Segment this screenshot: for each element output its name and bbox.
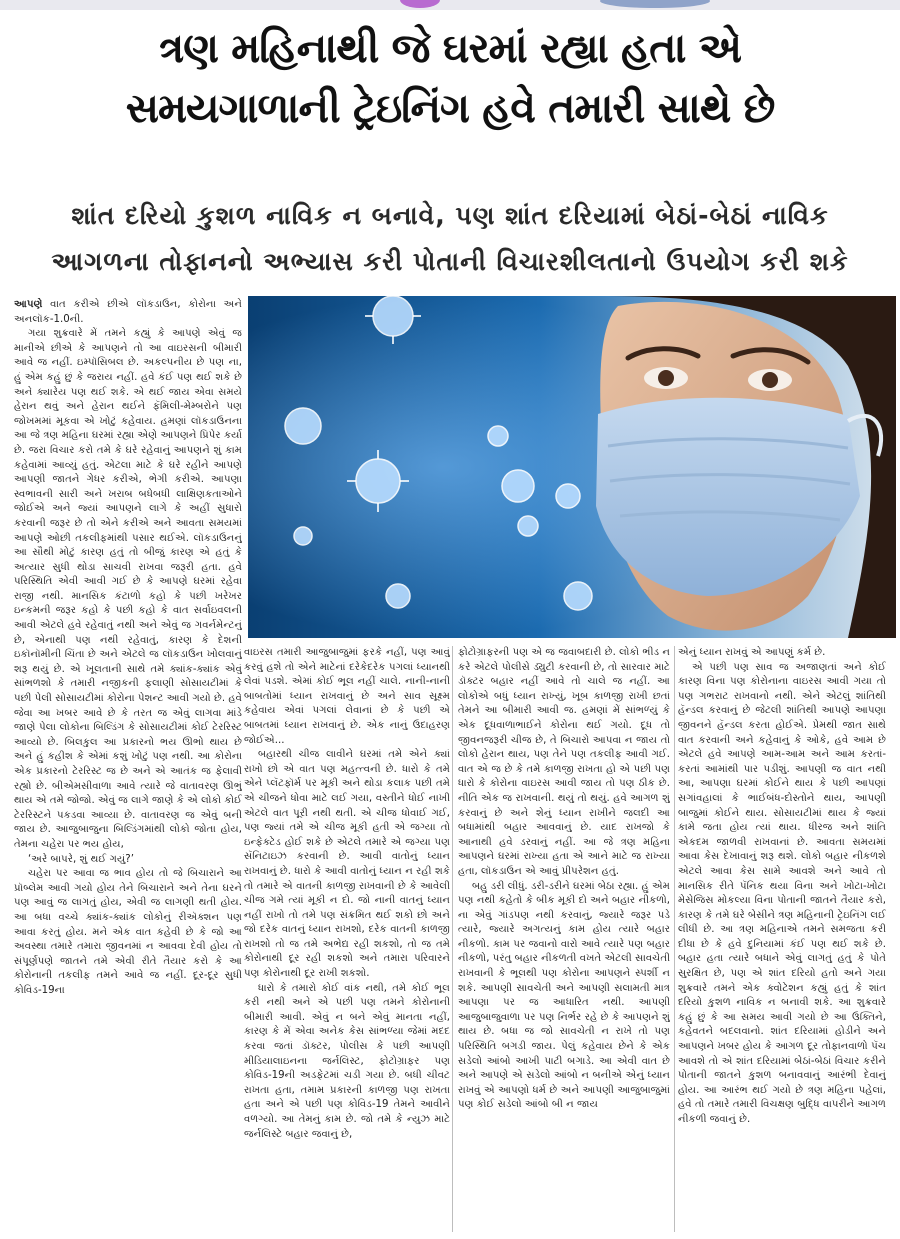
column-divider	[674, 646, 675, 1232]
paragraph: ચહેરા પર આવા જ ભાવ હોય તો જે બિચારાને આ પ્રૉબ્લેમ આવી ગયો હોય તેને બિચારાને અને તેના ઘરને પણ આવું જ લાગતું હોય, એવી જ લાગણી થતી હોય. આ બધા વચ્ચે ક્યાંક-ક્યાંક લોકોનું રીઍક્શન પણ આવા કરતું હોય. મને એક વાત કહેવી છે કે જો આ અવસ્થા તમારે તમારા જીવનમાં ન આવવા દેવી હોય તો સંપૂર્ણપણે જાતને તમે એવી રીતે તૈયાર કરો કે આ કોરોનાની તકલીફ તમને આવે જ નહીં. દૂર-દૂર સુધી કોવિડ-19ના	[14, 868, 242, 996]
headline-line-1: ત્રણ મહિનાથી જે ઘરમાં રહ્યા હતા એ	[159, 24, 741, 72]
article-column-4	[678, 646, 886, 1234]
masked-woman-illustration	[248, 296, 896, 638]
headline	[14, 18, 886, 138]
paragraph: એનું ધ્યાન રાખવું એ આપણું કર્મ છે.	[678, 647, 826, 658]
article-column-2	[244, 646, 450, 1234]
article-column-3	[458, 646, 670, 1234]
subheadline-line-1: શાંત દરિયો કુશળ નાવિક ન બનાવે, પણ શાંત દરિયામાં બેઠાં-બેઠાં નાવિક	[71, 201, 829, 230]
paragraph: વાઇરસ તમારી આજુબાજુમાં ફરકે નહીં, પણ આવું કરવું હશે તો એને માટેનાં દરેકેદરેક પગલાં ધ્યાનથી લેવાં પડશે. એમાં કોઈ ભૂલ નહીં ચાલે. નાની-નાની બાબતોમાં ધ્યાન રાખવાનું છે અને સાવ સૂક્ષ્મ કહેવાય એવાં પગલાં લેવાનાં છે કે પછી એ બાબતમાં ધ્યાન રાખવાનું છે. એક નાનું ઉદાહરણ જોઈએ...	[244, 647, 450, 746]
column-divider	[452, 646, 453, 1232]
article-column-1	[14, 298, 242, 1233]
top-strip	[0, 0, 900, 10]
paragraph: ફોટોગ્રાફરની પણ એ જ જવાબદારી છે. લોકો ભીડ ન કરે એટલે પોલીસે ડ્યુટી કરવાની છે, તો સારવાર માટે ડૉક્ટર બહાર નહીં આવે તો ચાલે જ નહીં. આ લોકોએ બધું ધ્યાન રાખ્યું, ખૂબ કાળજી રાખી છતાં તેમને આ બીમારી આવી જ. હમણાં મેં સાંભળ્યું કે એક દૂધવાળાભાઈને કોરોના થઈ ગયો. દૂધ તો જીવનજરૂરી ચીજ છે, તે બિચારો આપવા ન જાય તો લોકો હેરાન થાય, પણ તેને પણ તકલીફ આવી ગઈ. વાત એ જ છે કે તમે કાળજી રાખતા હો એ પછી પણ ધારો કે કોરોના વાઇરસ આવી જાય તો પણ ઠીક છે. નીતિ એક જ રાખવાની. થયું તો થયું. હવે આગળ શું કરવાનું છે અને શેનું ધ્યાન રાખીને જલદી આ બધામાંથી બહાર આવવાનું છે. યાદ રાખજો કે આનાથી હવે ડરવાનું નહીં. આ જે ત્રણ મહિના આપણને ઘરમાં રાખ્યા હતા એ આને માટે જ રાખ્યા હતા, લૉકડાઉન એ આવું પ્રીપરેશન હતું.	[458, 647, 670, 877]
paragraph: એ પછી પણ સાવ જ અજાણતાં અને કોઈ કારણ વિના પણ કોરોનાના વાઇરસ આવી ગયા તો પણ ગભરાટ રાખવાનો નથી. એને એટલું શાંતિથી હૅન્ડલ કરવાનું છે જેટલી શાંતિથી આપણે આપણા જીવનને હૅન્ડલ કરતા હોઈએ. પ્રેમથી જાત સાથે વાત કરવાની અને કહેવાનું કે ઓકે, હવે આમ છે એટલે હવે આપણે આમ-આમ અને આમ કરતાં-કરતાં આમાંથી પાર પડીશું. આપણી જ વાત નથી આ, આપણા ઘરમાં કોઈને થાય કે પછી આપણાં સગાંવહાલાં કે ભાઈબંધ-દોસ્તોને થાય, આપણી બાજુમાં કોઈને થાય. સોસાયટીમાં થાય કે જ્યાં કામે જતા હોય ત્યાં થાય. ધીરજ અને શાંતિ એકદમ જાળવી રાખવાનાં છે. આવતા સમયમાં આવા કેસ દેખાવાનું શરૂ થશે. લોકો બહાર નીકળશે એટલે આવા કેસ સામે આવશે અને આવે તો માનસિક રીતે પૅનિક થયા વિના અને ખોટા-ખોટા મેસેજિસ મોકલ્યા વિના પોતાની જાતને તૈયાર કરો, કારણ કે તમે ઘરે બેસીને ત્રણ મહિનાની ટ્રેઇનિંગ લઈ લીધી છે. આ ત્રણ મહિનાએ તમને સમજતા કરી દીધા છે કે હવે દુનિયામાં કંઈ પણ થઈ શકે છે. બહાર હતા ત્યારે બધાને એવું લાગતું હતું કે પોતે સુરક્ષિત છે, પણ એ શાંત દરિયો હતો અને ગયા શુક્રવારે તમને એક ક્વોટેશન કહ્યું હતું કે શાંત દરિયો કુશળ નાવિક ન બનાવી શકે. આ શુક્રવારે કહું છું કે આ સમય આવી ગયો છે આ ઉક્તિને, કહેવતને બદલવાનો. શાંત દરિયામાં હોડીને અને આપણને ખબર હોય કે આગળ દૂર તોફાનવાળો પૅચ આવશે તો એ શાંત દરિયામાં બેઠાં-બેઠાં વિચાર કરીને પોતાની જાતને કુશળ બનાવવાનું આરંભી દેવાનું હોય. આ આરંભ થઈ ગયો છે ત્રણ મહિના પહેલાં, હવે તો તમારે તમારી વિચક્ષણ બુદ્ધિ વાપરીને આગળ નીકળી જવાનું છે.	[678, 661, 886, 1125]
subheadline	[14, 193, 886, 285]
paragraph: ધારો કે તમારો કોઈ વાંક નથી, તમે કોઈ ભૂલ કરી નથી અને એ પછી પણ તમને કોરોનાની બીમારી આવી. એવું ન બને એવું માનતા નહીં, કારણ કે મેં એવા અનેક કેસ સાંભળ્યા જેમાં મદદ કરવા જતાં ડૉક્ટર, પોલીસ કે પછી આપણી મીડિયાલાઇનના જર્નલિસ્ટ, ફોટોગ્રાફર પણ કોવિડ-19ની અડફેટમાં ચડી ગયા છે. બધી ચીવટ રાખતા હતા, તમામ પ્રકારની કાળજી પણ રાખતા હતા અને એ પછી પણ કોવિડ-19 તેમને આવીને વળગ્યો. આ તેમનું કામ છે. જો તમે કે ન્યુઝ માટે જર્નલિસ્ટે બહાર જવાનું છે,	[244, 982, 450, 1140]
paragraph: ગયા શુક્રવારે મેં તમને કહ્યું કે આપણે એવું જ માનીએ છીએ કે આપણને તો આ વાઇરસની બીમારી આવે જ નહીં. ઇમ્પૉસિબલ છે. અકલ્પનીય છે પણ ના, હું એમ કહું છું કે જરાય નહીં. હવે કંઈ પણ થઈ શકે છે અને ક્યારેય પણ થઈ શકે. એ થઈ જાય એવા સમયે હેરાન થવું અને હેરાન થઈને ફૅમિલી-મેમ્બરોને પણ જોખમમાં મૂકવા એ ખોટું કહેવાય. હમણાં લૉકડાઉનના આ જે ત્રણ મહિના ઘરમાં રહ્યા એણે આપણને પ્રિપેર કર્યા છે. જરા વિચાર કરો તમે કે ઘરે રહેવાનું આપણને શું કામ કહેવામાં આવ્યું હતું. એટલા માટે કે ઘરે રહીને આપણે આપણી જાતને ગેધર કરીએ, ભેગી કરીએ. આપણા સ્વભાવની સારી અને ખરાબ બધેબધી લાક્ષિણકતાઓને જોઈએ અને જ્યાં આપણને લાગે કે અહીં સુધારો કરવાની જરૂર છે તો એને કરીએ અને આવતા સમયમાં આપણે ઓછી તકલીફમાંથી પસાર થઈએ. લૉકડાઉનનું આ સૌથી મોટું કારણ હતું તો બીજું કારણ એ હતું કે અત્યાર સુધી થોડા સાચવી રાખવા જરૂરી હતા. હવે પરિસ્થિતિ એવી આવી ગઈ છે કે આપણે ઘરમાં રહેવા રાજી નથી. માનસિક કંટાળો કહો કે પછી ખરેખર ઇન્કમની જરૂર કહો કે પછી કહો કે વાત સર્વાઇવલની આવી એટલે હવે રહેવાતું નથી અને એવું જ ગવર્નમેન્ટનું છે, એનાથી પણ નથી રહેવાતું, કારણ કે દેશની ઇકૉનૉમીની ચિંતા છે અને એટલે જ લૉકડાઉન ખોલવાનું શરૂ થયું છે. એ ખૂલતાની સાથે તમે ક્યાંક-ક્યાંક એવું સાંભળશો કે તમારી નજીકની ફલાણી સોસાયટીમાં કે પછી પેલી સોસાયટીમાં કોરોના પેશન્ટ આવી ગયો છે. હવે જેવા આ ખબર આવે છે કે તરત જ એવું લાગવા માંડે જાણે પેલા લોકોના બિલ્ડિંગ કે સોસાયટીમાં કોઈ ટેરરિસ્ટ આવ્યો છે. બિલકુલ આ પ્રકારનો ભય ઊભો થાય છે અને હું કહીશ કે એમાં કશું ખોટું પણ નથી. આ કોરોના એક પ્રકારનો ટેરરિસ્ટ જ છે અને એ આતંક જ ફેલાવી રહ્યો છે. બીએમસીવાળા આવે ત્યારે જે વાતાવરણ ઊભું થાય એ તમે જોજો. એવું જ લાગે જાણે કે એ લોકો કોઈ ટેરરિસ્ટને પકડવા આવ્યા છે. વાતાવરણ જ એવું બની જાય છે. આજુબાજુના બિલ્ડિંગમાંથી લોકો જોતા હોય, તેમના ચહેરા પર ભય હોય,	[14, 328, 242, 850]
lead-word: આપણે	[14, 299, 43, 310]
headline-line-2: સમયગાળાની ટ્રેઇનિંગ હવે તમારી સાથે છે	[125, 84, 775, 132]
paragraph: બહારથી ચીજ લાવીને ઘરમાં તમે એને ક્યાં રાખો છો એ વાત પણ મહત્ત્વની છે. ધારો કે તમે એને પ્લૅટફૉર્મ પર મૂકી અને થોડા કલાક પછી તમે એ ચીજને ધોવા માટે લઈ ગયા, વસ્તીને ધોઈ નાખી એટલે વાત પૂરી નથી થતી. એ ચીજ ધોવાઈ ગઈ, પણ જ્યાં તમે એ ચીજ મૂકી હતી એ જગ્યા તો ઇન્ફેક્ટેડ હોઈ શકે છે એટલે તમારે એ જગ્યા પણ સૅનિટાઇઝ કરવાની છે. આવી વાતોનું ધ્યાન રાખવાનું છે. ધારો કે આવી વાતોનું ધ્યાન ન રહી શકે તો તમારે એ વાતની કાળજી રાખવાની છે કે આવેલી ચીજ ગમે ત્યાં મૂકી ન દો. જો નાની વાતનું ધ્યાન નહીં રાખો તો તમે પણ સંક્રમિત થઈ શકો છો અને જો દરેક વાતનું ધ્યાન રાખશો, દરેક વાતની કાળજી રાખશો તો જ તમે અભેદ્ય રહી શકશો, તો જ તમે કોરોનાથી દૂર રહી શકશો અને તમારા પરિવારને પણ કોરોનાથી દૂર રાખી શકશો.	[244, 749, 450, 980]
magazine-decoration	[400, 0, 440, 8]
article-photo	[248, 296, 896, 638]
paragraph: વાત કરીએ છીએ લૉકડાઉન, કોરોના અને અનલૉક-1.0ની.	[14, 299, 242, 325]
magazine-decoration	[600, 0, 710, 8]
subheadline-line-2: આગળના તોફાનનો અભ્યાસ કરી પોતાની વિચારશીલતાનો ઉપયોગ કરી શકે	[51, 247, 849, 276]
paragraph: બહુ ડરી લીધું. ડરી-ડરીને ઘરમાં બેઠા રહ્યા. હું એમ પણ નથી કહેતો કે બીક મૂકી દો અને બહાર નીકળો, ના એવું ગાંડપણ નથી કરવાનું, જ્યારે જરૂર પડે ત્યારે, જ્યારે અગત્યનું કામ હોય ત્યારે બહાર નીકળો. કામ પર જવાનો વારો આવે ત્યારે પણ બહાર નીકળો, પરંતુ બહાર નીકળતી વખતે એટલી સાવચેતી રાખવાની કે ભૂલથી પણ કોરોના આપણને સ્પર્શી ન શકે. આપણી સાવચેતી અને આપણી સલામતી માત્ર આપણા પર જ આધારિત નથી. આપણી આજુબાજુવાળા પર પણ નિર્ભર રહે છે કે આપણને શું થાય છે. બધા જ જો સાવચેતી ન રાખે તો પણ પરિસ્થિતિ બગડી જાય. પેલું કહેવાય છેને કે એક સડેલો આંબો આખી પાટી બગાડે. આ એવી વાત છે અને આપણે એ સડેલો આંબો ન બનીએ એનું ધ્યાન રાખવું એ આપણો ધર્મ છે અને આપણી આજુબાજુમાં પણ કોઈ સડેલો આંબો બી ન જાય	[458, 880, 670, 1111]
paragraph: ‘અરે બાપરે, શું થઈ ગયું?’	[28, 853, 134, 865]
